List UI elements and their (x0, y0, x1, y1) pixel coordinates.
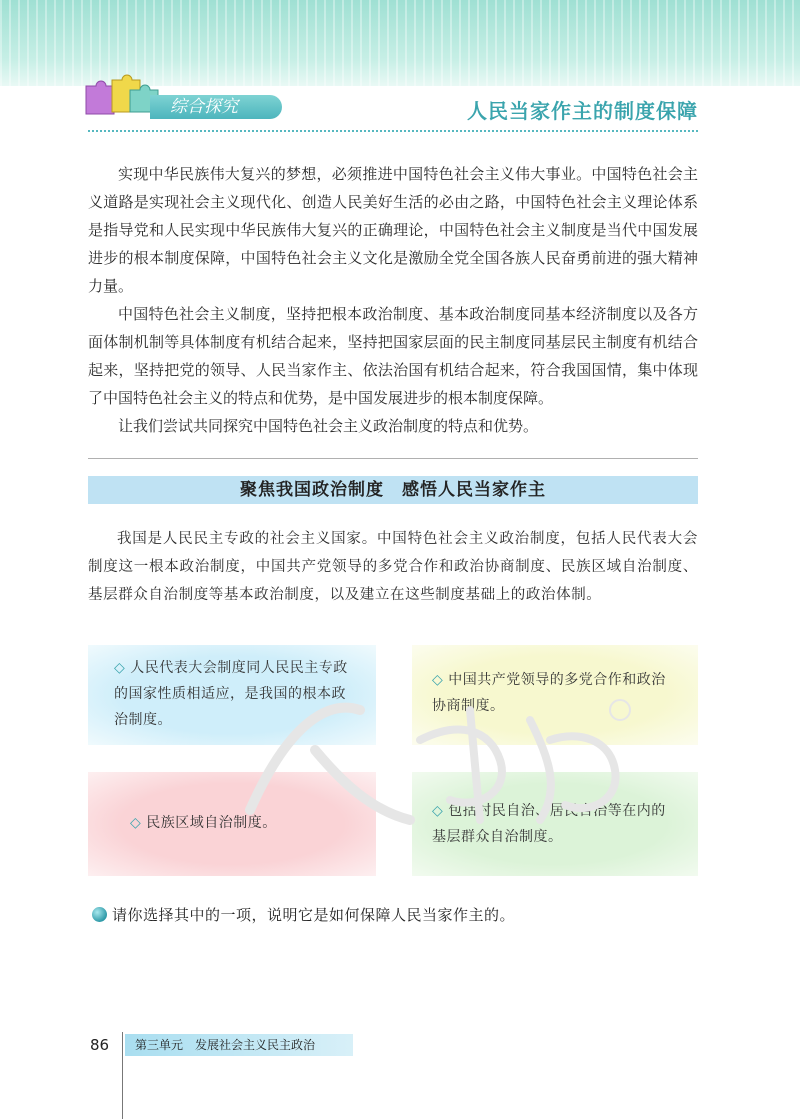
card-text: 包括村民自治、居民自治等在内的基层群众自治制度。 (432, 803, 666, 845)
diamond-bullet-icon: ◇ (114, 660, 126, 676)
card-text: 中国共产党领导的多党合作和政治协商制度。 (432, 672, 666, 714)
section-divider (88, 458, 698, 459)
diamond-bullet-icon: ◇ (130, 815, 142, 831)
card-ethnic-autonomy (88, 772, 376, 876)
section-tag: 综合探究 (150, 95, 282, 119)
diamond-bullet-icon: ◇ (432, 803, 444, 819)
card-text: 民族区域自治制度。 (146, 815, 277, 831)
unit-label: 第三单元 发展社会主义民主政治 (125, 1034, 353, 1056)
page-number: 86 (90, 1036, 110, 1054)
diamond-bullet-icon: ◇ (432, 672, 444, 688)
intro-paragraph: 实现中华民族伟大复兴的梦想，必须推进中国特色社会主义伟大事业。中国特色社会主义道路是实现社会主义现代化、创造人民美好生活的必由之路，中国特色社会主义理论体系是指导党和人民实现中华民族伟大复兴的正确理论，中国特色社会主义制度是当代中国发展进步的根本制度保障，中国特色社会主义文化是激励全党全国各族人民奋勇前进的强大精神力量。 (88, 165, 698, 295)
footer-divider (122, 1032, 123, 1119)
intro-paragraph: 让我们尝试共同探究中国特色社会主义政治制度的特点和优势。 (118, 417, 539, 435)
intro-text (88, 160, 698, 440)
chapter-title: 人民当家作主的制度保障 (467, 99, 698, 123)
card-multiparty-cooperation (412, 645, 698, 745)
card-text: 人民代表大会制度同人民民主专政的国家性质相适应，是我国的根本政治制度。 (114, 660, 348, 728)
dotted-divider (88, 130, 698, 132)
question-bullet-icon (92, 907, 107, 922)
topic-paragraph: 我国是人民民主专政的社会主义国家。中国特色社会主义政治制度，包括人民代表大会制度这一根本政治制度，中国共产党领导的多党合作和政治协商制度、民族区域自治制度、基层群众自治制度等基本政治制度，以及建立在这些制度基础上的政治体制。 (88, 531, 698, 603)
topic-banner: 聚焦我国政治制度 感悟人民当家作主 (88, 476, 698, 504)
card-grassroots-autonomy (412, 772, 698, 876)
intro-paragraph: 中国特色社会主义制度，坚持把根本政治制度、基本政治制度同基本经济制度以及各方面体制机制等具体制度有机结合起来，坚持把国家层面的民主制度同基层民主制度有机结合起来，坚持把党的领导、人民当家作主、依法治国有机结合起来，符合我国国情，集中体现了中国特色社会主义的特点和优势，是中国发展进步的根本制度保障。 (88, 305, 698, 407)
card-people-congress (88, 645, 376, 745)
discussion-question: 请你选择其中的一项，说明它是如何保障人民当家作主的。 (112, 906, 516, 924)
